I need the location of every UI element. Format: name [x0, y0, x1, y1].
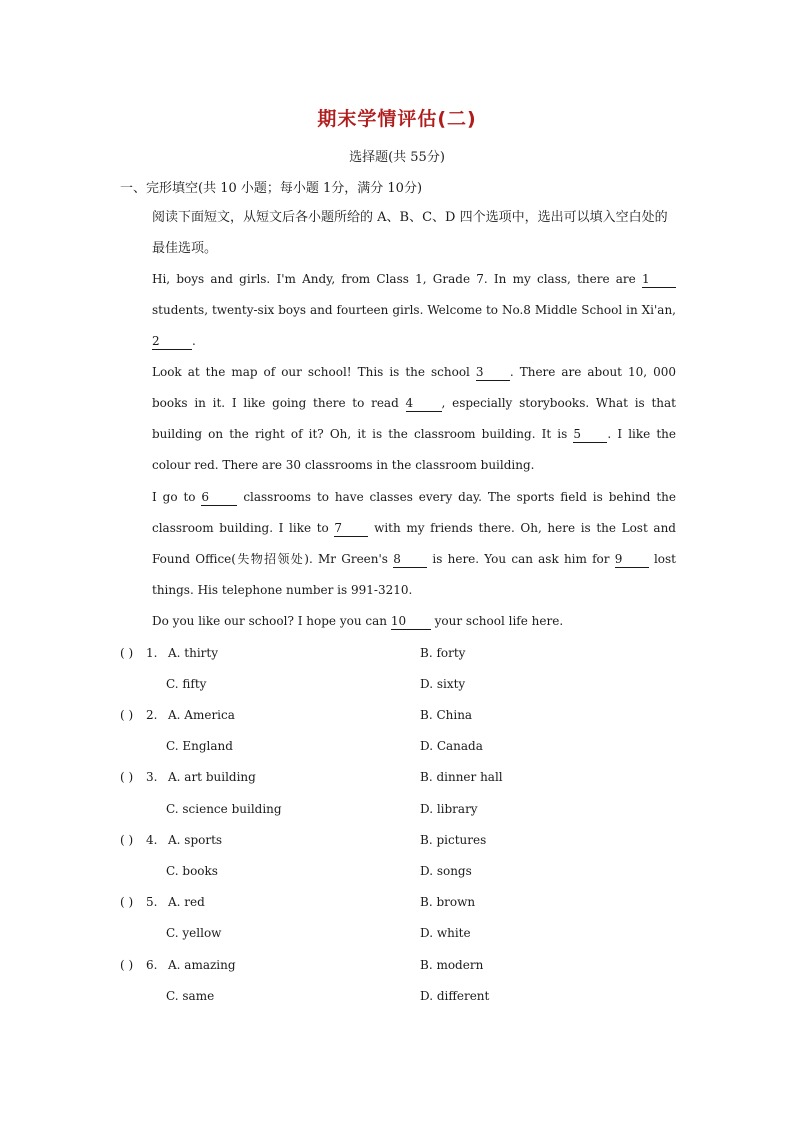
- question-row: [120, 950, 680, 981]
- option-c: C. fifty: [166, 677, 207, 691]
- passage-text: students, twenty-six boys and fourteen girls. Welcome to No.8 Middle School in Xi'an,: [152, 303, 676, 317]
- blank-2: 2: [152, 333, 192, 350]
- blank-9: 9: [615, 551, 649, 568]
- passage-text: . I like the colour red. There are 30 classrooms in the classroom building.: [152, 427, 677, 472]
- passage-text: with my friends there. Oh, here is the Lost and Found Office(失物招领处). Mr Green's: [152, 521, 676, 566]
- option-a: A. thirty: [168, 646, 219, 660]
- passage-paragraph-2: [120, 357, 676, 481]
- instruction: [120, 202, 676, 264]
- question-row: [120, 887, 680, 918]
- option-d: D. library: [420, 802, 478, 816]
- option-b: B. China: [420, 708, 473, 722]
- passage-paragraph-1: [120, 264, 676, 357]
- answer-parentheses[interactable]: ( ): [120, 895, 134, 909]
- question-row: [120, 762, 680, 793]
- question-number: 3.: [146, 770, 158, 784]
- question-row: [120, 856, 680, 887]
- page-title: 期末学情评估(二): [317, 108, 477, 130]
- question-row: [120, 669, 680, 700]
- passage-paragraph-4: [120, 606, 676, 637]
- option-c: C. yellow: [166, 926, 222, 940]
- option-b: B. brown: [420, 895, 476, 909]
- passage-text: .: [192, 334, 196, 348]
- instruction-text: 阅读下面短文，从短文后各小题所给的 A、B、C、D 四个选项中，选出可以填入空白处的最佳选项。: [152, 210, 668, 256]
- question-row: [120, 794, 680, 825]
- question-number: 6.: [146, 958, 158, 972]
- option-a: A. amazing: [168, 958, 236, 972]
- question-number: 5.: [146, 895, 158, 909]
- question-row: [120, 731, 680, 762]
- question-row: [120, 825, 680, 856]
- blank-5: 5: [573, 426, 607, 443]
- blank-1: 1: [642, 271, 676, 288]
- passage-text: , especially storybooks. What is that building on the right of it? Oh, it is the classroom building. It is: [152, 396, 676, 441]
- blank-4: 4: [406, 395, 442, 412]
- question-row: [120, 638, 680, 669]
- page-subtitle: 选择题(共 55分): [349, 150, 445, 165]
- option-d: D. sixty: [420, 677, 466, 691]
- option-a: A. red: [168, 895, 205, 909]
- question-row: [120, 700, 680, 731]
- option-d: D. songs: [420, 864, 472, 878]
- passage-paragraph-3: [120, 482, 676, 606]
- passage-text: I go to: [152, 490, 196, 504]
- blank-3: 3: [476, 364, 510, 381]
- option-b: B. dinner hall: [420, 770, 503, 784]
- passage-text: Look at the map of our school! This is the school: [152, 365, 470, 379]
- passage-text: is here. You can ask him for: [432, 552, 610, 566]
- answer-parentheses[interactable]: ( ): [120, 770, 134, 784]
- section-heading: 一、完形填空(共 10 小题；每小题 1分，满分 10分): [120, 181, 423, 196]
- blank-8: 8: [393, 551, 427, 568]
- option-c: C. science building: [166, 802, 282, 816]
- option-d: D. Canada: [420, 739, 483, 753]
- option-a: A. America: [168, 708, 235, 722]
- option-a: A. sports: [168, 833, 223, 847]
- blank-10: 10: [391, 613, 431, 630]
- passage-text: . There are about 10, 000 books in it. I like going there to read: [152, 365, 676, 410]
- option-c: C. England: [166, 739, 233, 753]
- question-row: [120, 918, 680, 949]
- passage-text: Do you like our school? I hope you can: [152, 614, 387, 628]
- passage-text: classrooms to have classes every day. The sports field is behind the classroom building. I like to: [152, 490, 676, 535]
- option-c: C. books: [166, 864, 218, 878]
- question-row: [120, 981, 680, 1012]
- option-b: B. modern: [420, 958, 484, 972]
- passage-text: lost things. His telephone number is 991-3210.: [152, 552, 676, 597]
- option-d: D. white: [420, 926, 471, 940]
- question-number: 1.: [146, 646, 158, 660]
- option-c: C. same: [166, 989, 215, 1003]
- blank-7: 7: [334, 520, 368, 537]
- question-number: 4.: [146, 833, 158, 847]
- answer-parentheses[interactable]: ( ): [120, 958, 134, 972]
- option-a: A. art building: [168, 770, 256, 784]
- answer-parentheses[interactable]: ( ): [120, 708, 134, 722]
- answer-parentheses[interactable]: ( ): [120, 646, 134, 660]
- option-b: B. pictures: [420, 833, 487, 847]
- blank-6: 6: [201, 489, 237, 506]
- question-number: 2.: [146, 708, 158, 722]
- option-d: D. different: [420, 989, 490, 1003]
- passage-text: Hi, boys and girls. I'm Andy, from Class 1, Grade 7. In my class, there are: [152, 272, 636, 286]
- option-b: B. forty: [420, 646, 466, 660]
- answer-parentheses[interactable]: ( ): [120, 833, 134, 847]
- passage-text: your school life here.: [434, 614, 564, 628]
